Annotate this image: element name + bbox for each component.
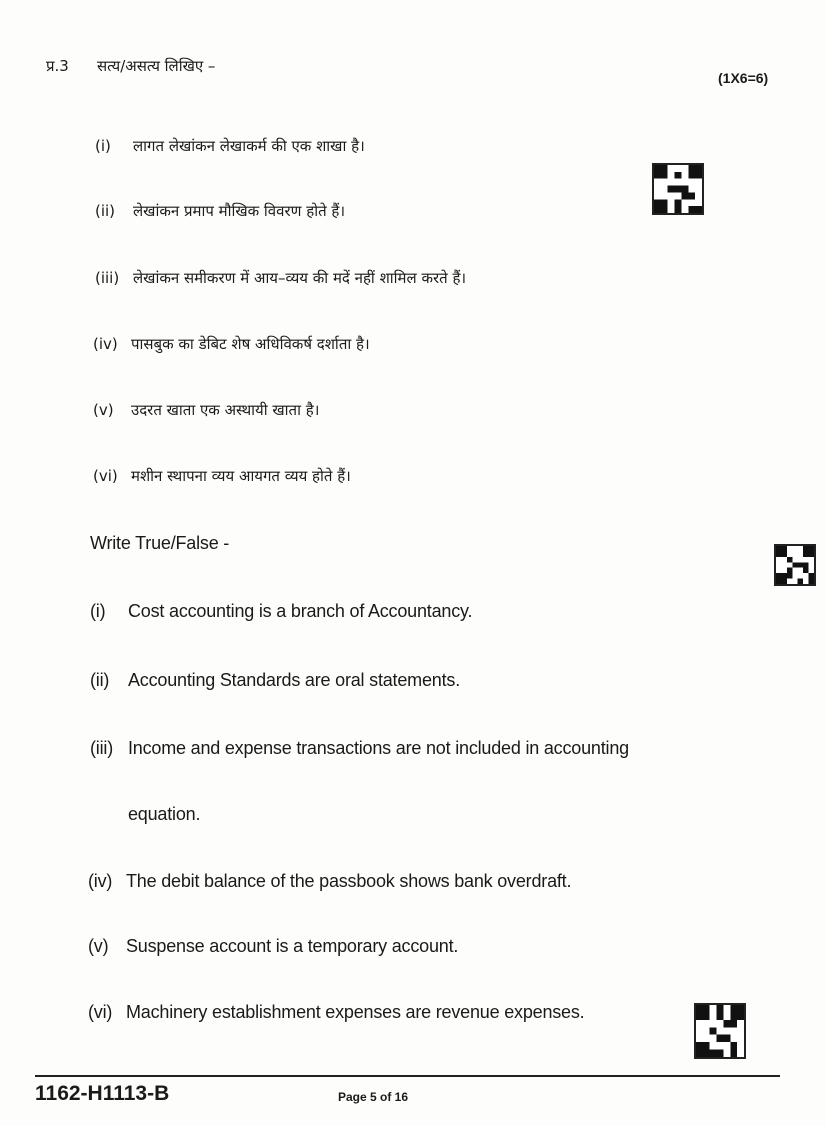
item-number: (ii) [95,202,116,220]
english-heading: Write True/False - [90,533,230,553]
item-text: मशीन स्थापना व्यय आयगत व्यय होते हैं। [131,467,351,485]
english-item-1 [90,601,472,622]
item-number: (vi) [88,1002,113,1022]
hindi-item-2 [95,201,345,221]
item-text: Accounting Standards are oral statements. [128,670,460,690]
hindi-item-1 [95,136,365,156]
hindi-item-6 [93,466,351,486]
item-number: (vi) [93,467,118,485]
page-number: Page 5 of 16 [338,1090,409,1104]
marks-label: (1X6=6) [718,70,769,86]
english-item-2 [90,670,460,691]
english-item-3-continued: equation. [128,804,201,824]
item-number: (iv) [88,871,113,891]
item-text: उदरत खाता एक अस्थायी खाता है। [131,401,320,419]
item-text: लेखांकन प्रमाप मौखिक विवरण होते हैं। [133,202,346,220]
english-item-3 [90,738,629,759]
question-number: प्र.3 [46,57,69,75]
item-number: (v) [88,936,109,956]
qr-code-icon [694,1003,746,1059]
item-text: Suspense account is a temporary account. [126,936,459,956]
item-text: The debit balance of the passbook shows bank overdraft. [126,871,572,891]
item-text: पासबुक का डेबिट शेष अधिविकर्ष दर्शाता है। [131,335,370,353]
qr-code-icon [774,544,816,586]
english-item-5 [88,936,458,957]
english-item-6 [88,1002,584,1023]
footer-divider [35,1075,780,1077]
item-number: (iii) [95,269,120,287]
hindi-item-4 [93,334,370,354]
item-number: (v) [93,401,114,419]
item-number: (iv) [93,335,118,353]
item-text: Machinery establishment expenses are revenue expenses. [126,1002,585,1022]
item-number: (i) [95,137,111,155]
hindi-item-5 [93,400,319,420]
item-text: Income and expense transactions are not included in accounting [128,738,629,758]
english-item-4 [88,871,571,892]
item-number: (i) [90,601,106,621]
item-text: Cost accounting is a branch of Accountancy. [128,601,473,621]
item-number: (iii) [90,738,113,758]
item-text: लागत लेखांकन लेखाकर्म की एक शाखा है। [133,137,365,155]
hindi-item-3 [95,268,466,288]
qr-code-icon [652,163,704,215]
item-number: (ii) [90,670,110,690]
item-text: लेखांकन समीकरण में आय–व्यय की मदें नहीं शामिल करते हैं। [133,269,467,287]
hindi-heading: सत्य/असत्य लिखिए – [97,57,216,75]
paper-code: 1162-H1113-B [35,1082,170,1105]
